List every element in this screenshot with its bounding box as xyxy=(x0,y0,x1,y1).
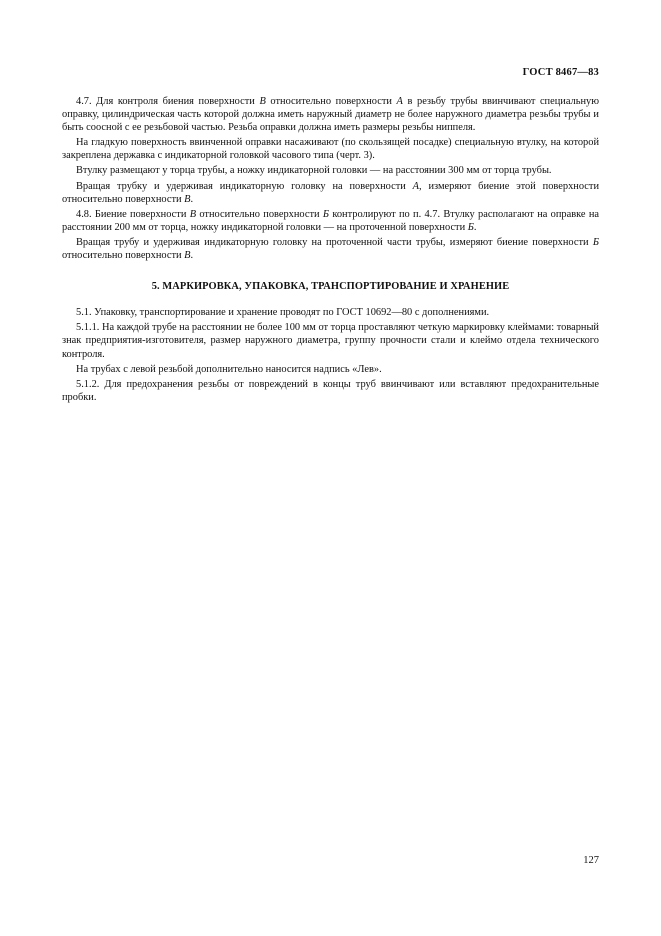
paragraph-sleeve-placement: Втулку размещают у торца трубы, а ножку индикаторной головки — на расстоянии 300 мм от торца трубы. xyxy=(76,165,552,177)
surface-label: А xyxy=(396,96,403,107)
text-run: , измеряют биение этой поверхности относительно поверхности xyxy=(62,180,599,205)
text-run: . xyxy=(190,250,194,262)
surface-label: В xyxy=(259,96,266,107)
paragraph-measure-runout-b xyxy=(62,236,599,262)
text-run: Вращая трубку и удерживая индикаторную головку на поверхности xyxy=(76,180,413,192)
surface-label: Б xyxy=(467,221,474,233)
paragraph-5-1-2: 5.1.2. Для предохранения резьбы от повреждений в концы труб ввинчивают или вставляют предохранительные пробки. xyxy=(62,378,599,403)
surface-label: Б xyxy=(322,208,330,220)
document-body xyxy=(62,95,599,406)
surface-label: В xyxy=(184,250,191,262)
paragraph-sleeve-mounting: На гладкую поверхность ввинченной оправки насаживают (по скользящей посадке) специальную втулку, на которой закреплена державка с индикаторной головкой часового типа (черт. 3). xyxy=(62,137,599,162)
text-run: . xyxy=(190,193,194,205)
paragraph-5-1-1: 5.1.1. На каждой трубе на расстоянии не более 100 мм от торца проставляют четкую маркировку клеймами: товарный знак предприятия-изготовителя, размер наружного диаметра, группу прочности стали и клеймо отдела технического контроля. xyxy=(62,322,599,360)
section-5-title: 5. МАРКИРОВКА, УПАКОВКА, ТРАНСПОРТИРОВАНИЕ И ХРАНЕНИЕ xyxy=(151,281,510,293)
paragraph-4-8 xyxy=(62,208,599,234)
surface-label: А xyxy=(412,180,420,192)
document-code-header: ГОСТ 8467—83 xyxy=(522,67,599,78)
text-run: 4.7. Для контроля биения поверхности xyxy=(76,96,260,107)
paragraph-5-1: 5.1. Упаковку, транспортирование и хранение проводят по ГОСТ 10692—80 с дополнениями. xyxy=(76,307,490,319)
text-run: в резьбу трубы ввинчивают специальную оправку, цилиндрическая часть которой должна иметь наружный диаметр не более наружного диаметра резьбы трубы и быть соосной с ее резьбовой частью. Резьба оправки должна иметь размеры резьбы ниппеля. xyxy=(62,96,599,134)
surface-label: В xyxy=(184,193,191,205)
text-run: Вращая трубу и удерживая индикаторную головку на проточенной части трубы, измеряют биение поверхности xyxy=(76,236,593,248)
text-run: 4.8. Биение поверхности xyxy=(76,208,190,220)
text-run: . xyxy=(473,221,477,233)
text-run: относительно поверхности xyxy=(62,250,185,262)
surface-label: Б xyxy=(592,236,599,248)
text-run: контролируют по п. 4.7. Втулку располагают на оправке на расстоянии 200 мм от торца, ножку индикаторной головки — на проточенной поверхности xyxy=(62,208,599,233)
paragraph-4-7 xyxy=(62,95,599,134)
paragraph-left-thread-marking: На трубах с левой резьбой дополнительно наносится надпись «Лев». xyxy=(76,363,382,375)
text-run: относительно поверхности xyxy=(265,96,397,107)
text-run: относительно поверхности xyxy=(196,208,323,220)
surface-label: В xyxy=(189,208,197,220)
page-number: 127 xyxy=(583,855,599,866)
paragraph-measure-runout-a xyxy=(62,180,599,206)
